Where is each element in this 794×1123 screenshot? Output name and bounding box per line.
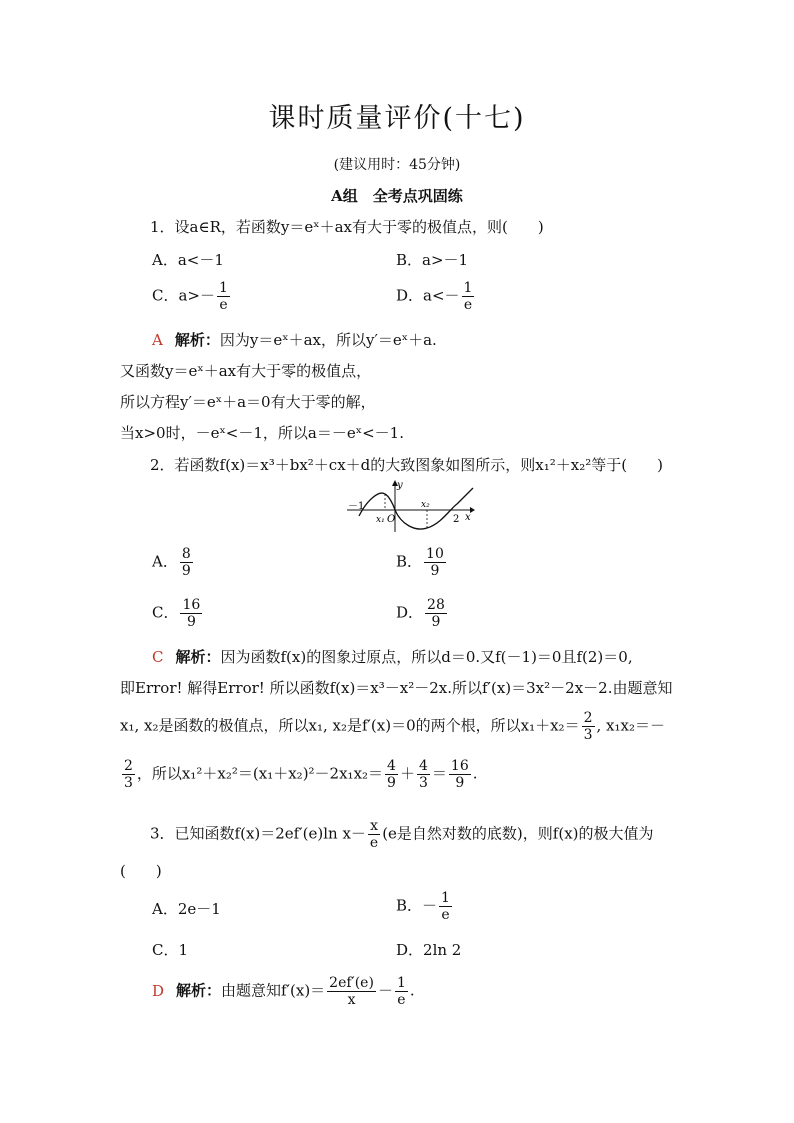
fraction: $\frac{10}{9}$ xyxy=(426,546,444,579)
label-neg1: －1 xyxy=(348,501,365,512)
label-x1: x₁ xyxy=(376,515,385,525)
q2-option-a: A． $\frac{8}{9}$ xyxy=(152,546,191,579)
fraction: $\frac{x}{e}$ xyxy=(369,818,379,851)
q1-stem: 1．设a∈R，若函数y＝eˣ＋ax有大于零的极值点，则( ) xyxy=(150,218,544,236)
q1-solution-line-4: 当x>0时，－eˣ<－1，所以a＝－eˣ<－1. xyxy=(120,424,404,442)
q1-option-a: A．a<－1 xyxy=(152,251,224,269)
label-2: 2 xyxy=(453,514,460,525)
q2-solution-line-4: $\frac{2}{3}$ ，所以x₁²＋x₂²＝(x₁＋x₂)²－2x₁x₂＝ $\frac{4}{9}$ ＋ $\frac{4}{3}$ ＝ $\frac{16}{9}$ . xyxy=(124,758,478,791)
q3-solution-line-1: D 解析：由题意知f′(x)＝ $\frac{2ef'(e)}{x}$ － $\frac{1}{e}$ . xyxy=(152,975,415,1008)
cubic-function-graph xyxy=(345,478,475,534)
q2-stem: 2．若函数f(x)＝x³＋bx²＋cx＋d的大致图象如图所示，则x₁²＋x₂²等于( ) xyxy=(150,456,663,474)
fraction: $\frac{1}{e}$ xyxy=(463,280,473,313)
q2-option-c: C． $\frac{16}{9}$ xyxy=(152,597,201,630)
q1-option-c: C．a>－ $\frac{1}{e}$ xyxy=(152,280,228,313)
fraction: $\frac{4}{3}$ xyxy=(418,758,428,791)
q2-option-d: D． $\frac{28}{9}$ xyxy=(396,597,445,630)
q1-option-b: B．a>－1 xyxy=(396,251,469,269)
fraction: $\frac{16}{9}$ xyxy=(182,597,201,630)
q3-option-d: D．2ln 2 xyxy=(396,941,462,959)
q3-stem-line-2: ( ) xyxy=(120,862,162,880)
label-x: x xyxy=(465,512,471,523)
q2-solution-line-3: x₁, x₂是函数的极值点，所以x₁, x₂是f′(x)＝0的两个根，所以x₁＋x₂＝ $\frac{2}{3}$ , x₁x₂＝－ xyxy=(120,710,665,743)
fraction: $\frac{28}{9}$ xyxy=(427,597,445,630)
group-heading: A组 全考点巩固练 xyxy=(331,187,463,205)
label-y: y xyxy=(397,480,403,491)
q3-option-c: C．1 xyxy=(152,941,189,959)
q3-stem: 3．已知函数f(x)＝2ef′(e)ln x－ $\frac{x}{e}$ (e是自然对数的底数)，则f(x)的极大值为 xyxy=(150,818,654,851)
q1-answer: A xyxy=(152,331,163,349)
q2-solution-line-2: 即Error! 解得Error! 所以函数f(x)＝x³－x²－2x.所以f′(x)＝3x²－2x－2.由题意知 xyxy=(120,679,673,697)
q3-answer: D xyxy=(152,981,165,1000)
q1-solution-line-2: 又函数y＝eˣ＋ax有大于零的极值点， xyxy=(120,362,372,380)
q2-answer: C xyxy=(152,648,164,666)
q1-solution-line-3: 所以方程y′＝eˣ＋a＝0有大于零的解， xyxy=(120,393,376,411)
fraction: $\frac{8}{9}$ xyxy=(181,546,191,579)
fraction: $\frac{4}{9}$ xyxy=(387,758,396,791)
fraction: $\frac{16}{9}$ xyxy=(450,758,469,791)
q2-solution-line-1: C 解析：因为函数f(x)的图象过原点，所以d＝0.又f(－1)＝0且f(2)＝0, xyxy=(152,648,633,666)
q3-option-a: A．2e－1 xyxy=(152,900,221,918)
fraction: $\frac{1}{e}$ xyxy=(219,280,228,313)
fraction: $\frac{2}{3}$ xyxy=(124,758,133,791)
q3-option-b: B．－ $\frac{1}{e}$ xyxy=(396,890,450,923)
page-subtitle: (建议用时：45分钟) xyxy=(333,157,461,173)
fraction: $\frac{1}{e}$ xyxy=(396,975,406,1008)
fraction: $\frac{2ef'(e)}{x}$ xyxy=(329,975,374,1008)
fraction: $\frac{1}{e}$ xyxy=(441,890,450,923)
q2-option-b: B． $\frac{10}{9}$ xyxy=(396,546,444,579)
x-axis-arrow xyxy=(470,507,475,513)
page-title: 课时质量评价(十七) xyxy=(268,103,526,134)
label-origin: O xyxy=(387,514,396,525)
q1-option-d: D．a<－ $\frac{1}{e}$ xyxy=(396,280,473,313)
label-x2: x₂ xyxy=(421,500,430,510)
q1-solution-line-1: A 解析：因为y＝eˣ＋ax，所以y′＝eˣ＋a. xyxy=(152,331,437,349)
fraction: $\frac{2}{3}$ xyxy=(583,710,593,743)
